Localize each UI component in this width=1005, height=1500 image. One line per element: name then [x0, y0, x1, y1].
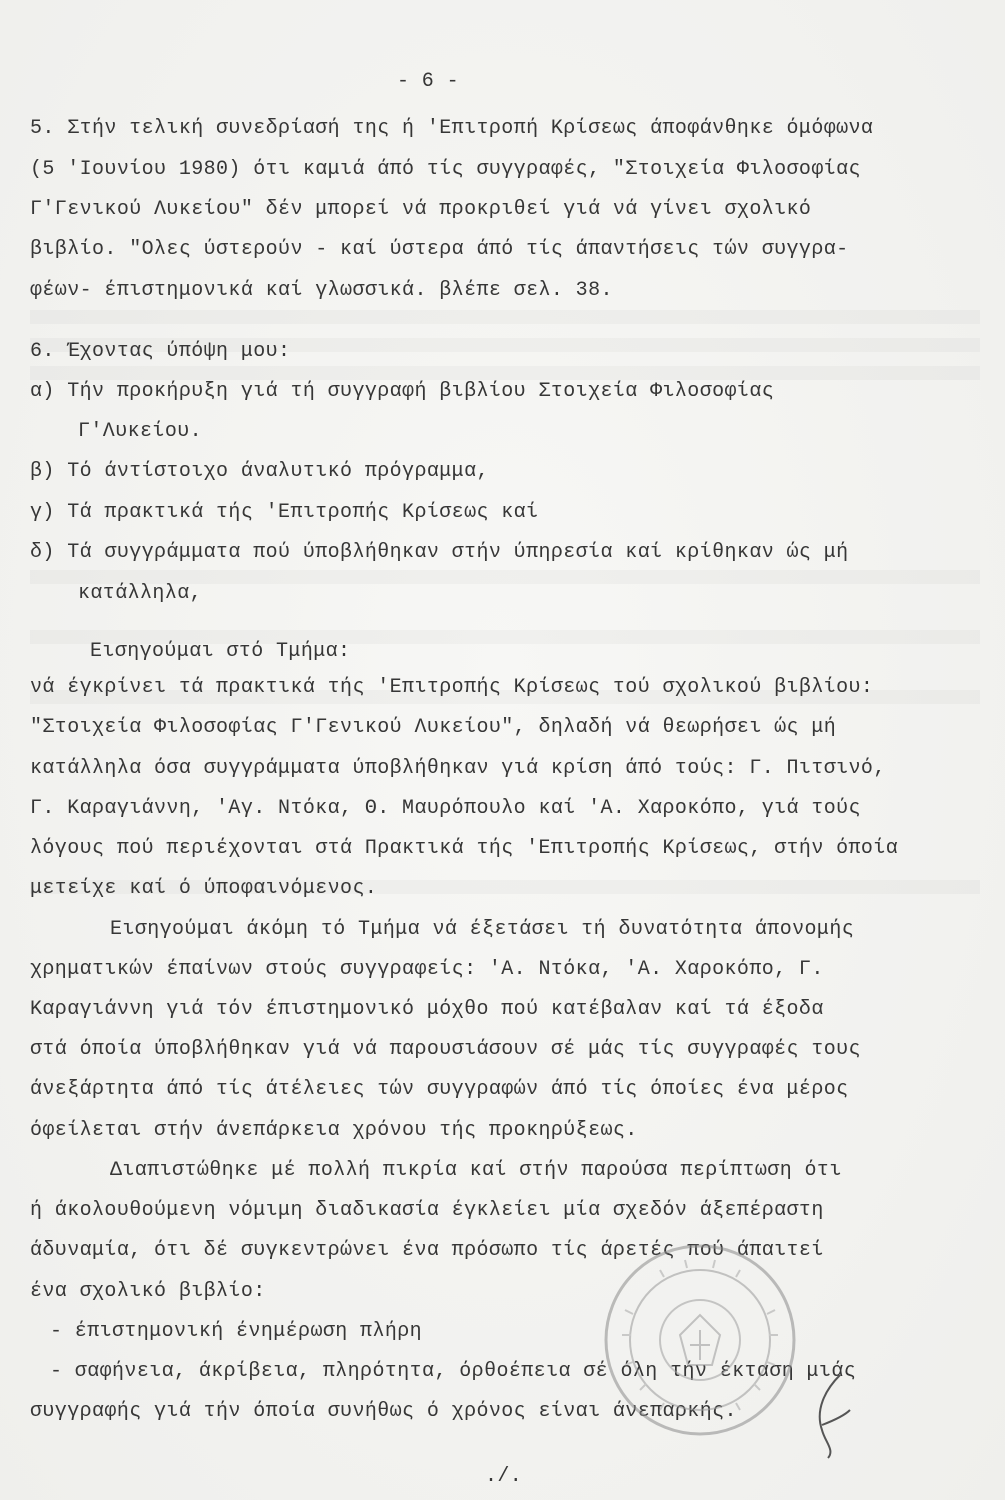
text-line: άδυναμία, ότι δέ συγκεντρώνει ένα πρόσωπο τίς άρετές πού άπαιτεί — [30, 1239, 824, 1262]
text-line: - σαφήνεια, άκρίβεια, πληρότητα, όρθοέπεια σέ όλη τήν έκταση μιάς — [50, 1360, 857, 1383]
text-line: Εισηγούμαι στό Τμήμα: — [90, 640, 351, 663]
text-line: στά όποία ύποβλήθηκαν γιά νά παρουσιάσουν σέ μάς τίς συγγραφές τους — [30, 1038, 861, 1061]
text-line: κατάλληλα όσα συγγράμματα ύποβλήθηκαν γιά κρίση άπό τούς: Γ. Πιτσινό, — [30, 757, 886, 780]
text-line: "Στοιχεία Φιλοσοφίας Γ'Γενικού Λυκείου", δηλαδή νά θεωρήσει ώς μή — [30, 716, 837, 739]
text-line: Γ'Λυκείου. — [78, 420, 203, 443]
page-number: - 6 - — [397, 70, 460, 93]
text-line: - έπιστημονική ένημέρωση πλήρη — [50, 1320, 423, 1343]
signature-icon — [800, 1370, 860, 1460]
text-line: 5. Στήν τελική συνεδρίασή της ή 'Επιτροπή Κρίσεως άποφάνθηκε όμόφωνα — [30, 117, 874, 140]
text-line: α) Τήν προκήρυξη γιά τή συγγραφή βιβλίου Στοιχεία Φιλοσοφίας — [30, 380, 775, 403]
text-line: Εισηγούμαι άκόμη τό Τμήμα νά έξετάσει τή δυνατότητα άπονομής — [110, 918, 855, 941]
bleed-through — [30, 366, 980, 380]
text-line: όφείλεται στήν άνεπάρκεια χρόνου τής προκηρύξεως. — [30, 1119, 638, 1142]
text-line: Καραγιάννη γιά τόν έπιστημονικό μόχθο πού κατέβαλαν καί τά έξοδα — [30, 998, 824, 1021]
text-line: κατάλληλα, — [78, 582, 203, 605]
text-line: ένα σχολικό βιβλίο: — [30, 1280, 266, 1303]
text-line: φέων- έπιστημονικά καί γλωσσικά. βλέπε σελ. 38. — [30, 279, 613, 302]
text-line: 6. Έχοντας ύπόψη μου: — [30, 340, 291, 363]
text-line: βιβλίο. "Ολες ύστερούν - καί ύστερα άπό τίς άπαντήσεις τών συγγρα- — [30, 238, 849, 261]
text-line: ή άκολουθούμενη νόμιμη διαδικασία έγκλείει μία σχεδόν άξεπέραστη — [30, 1199, 824, 1222]
text-line: μετείχε καί ό ύποφαινόμενος. — [30, 877, 378, 900]
text-line: άνεξάρτητα άπό τίς άτέλειες τών συγγραφών άπό τίς όποίες ένα μέρος — [30, 1078, 849, 1101]
bleed-through — [30, 310, 980, 324]
text-line: δ) Τά συγγράμματα πού ύποβλήθηκαν στήν ύπηρεσία καί κρίθηκαν ώς μή — [30, 541, 849, 564]
text-line: λόγους πού περιέχονται στά Πρακτικά τής 'Επιτροπής Κρίσεως, στήν όποία — [30, 837, 899, 860]
text-line: Γ. Καραγιάννη, 'Αγ. Ντόκα, Θ. Μαυρόπουλο καί 'Α. Χαροκόπο, γιά τούς — [30, 797, 861, 820]
text-line: γ) Τά πρακτικά τής 'Επιτροπής Κρίσεως καί — [30, 501, 539, 524]
text-line: χρηματικών έπαίνων στούς συγγραφείς: 'Α. Ντόκα, 'Α. Χαροκόπο, Γ. — [30, 958, 824, 981]
official-stamp-icon — [600, 1240, 800, 1440]
text-line: (5 'Ιουνίου 1980) ότι καμιά άπό τίς συγγραφές, "Στοιχεία Φιλοσοφίας — [30, 158, 861, 181]
text-line: συγγραφής γιά τήν όποία συνήθως ό χρόνος είναι άνεπαρκής. — [30, 1400, 737, 1423]
text-line: β) Τό άντίστοιχο άναλυτικό πρόγραμμα, — [30, 460, 489, 483]
text-line: Γ'Γενικού Λυκείου" δέν μπορεί νά προκριθεί γιά νά γίνει σχολικό — [30, 198, 812, 221]
text-line: νά έγκρίνει τά πρακτικά τής 'Επιτροπής Κρίσεως τού σχολικού βιβλίου: — [30, 676, 874, 699]
continuation-mark: ./. — [485, 1465, 523, 1488]
text-line: Διαπιστώθηκε μέ πολλή πικρία καί στήν παρούσα περίπτωση ότι — [110, 1159, 842, 1182]
